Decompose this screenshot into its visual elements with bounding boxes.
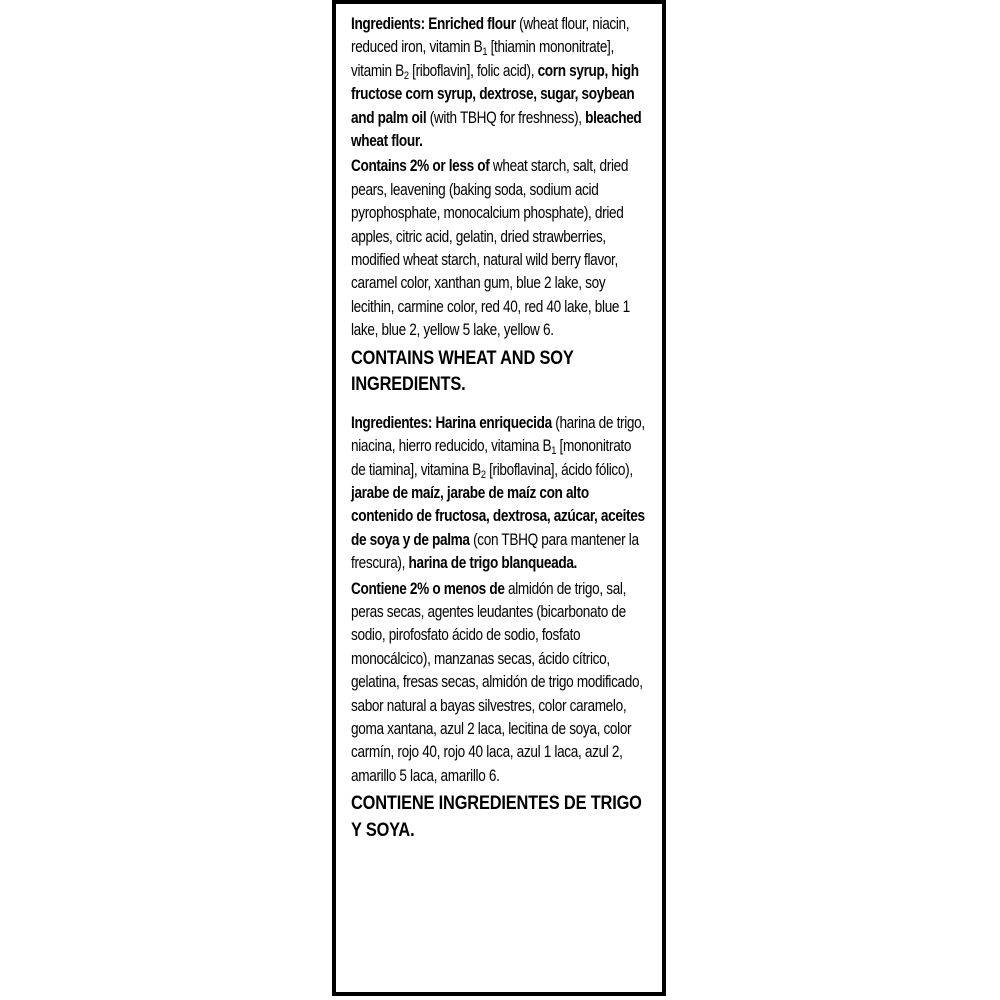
text-run: (con TBHQ para mantener la frescura), <box>351 530 639 573</box>
text-run: almidón de trigo, sal, peras secas, agentes leudantes (bicarbonato de sodio, pirofosfato ácido de sodio, fosfato monocálcico), manzanas secas, ácido cítrico, gelatina, fresas secas, almidón de trigo modificado, sabor natural a bayas silvestres, color caramelo, goma xantana, azul 2 laca, lecitina de soya, color carmín, rojo 40, rojo 40 laca, azul 1 laca, azul 2, amarillo 5 laca, amarillo 6. <box>351 579 643 785</box>
english-allergen-statement: CONTAINS WHEAT AND SOY INGREDIENTS. <box>351 346 574 396</box>
subscript-text: 1 <box>482 46 488 59</box>
english-contains-less-paragraph <box>351 155 647 342</box>
subscript-text: 2 <box>480 468 486 481</box>
text-run: [riboflavina], ácido fólico), <box>485 460 633 479</box>
text-run: (with TBHQ for freshness), <box>426 108 586 127</box>
spanish-contains-less-paragraph <box>351 578 647 789</box>
text-run: [mononitrato de tiamina], vitamina B <box>351 437 632 479</box>
spanish-allergen-statement: CONTIENE INGREDIENTES DE TRIGO Y SOYA. <box>351 792 642 841</box>
bold-text-run: Contiene 2% o menos de <box>351 579 505 598</box>
text-run: [thiamin mononitrate], vitamin B <box>351 38 614 80</box>
spanish-ingredients-paragraph <box>351 412 647 576</box>
subscript-text: 2 <box>403 69 409 82</box>
bold-text-run: corn syrup, high fructose corn syrup, dextrose, sugar, soybean and palm oil <box>351 61 639 127</box>
bold-text-run: harina de trigo blanqueada. <box>408 554 577 573</box>
text-run: (harina de trigo, niacina, hierro reducido, vitamina B <box>351 413 645 456</box>
text-run: (wheat flour, niacin, reduced iron, vitamin B <box>351 15 630 57</box>
text-run: wheat starch, salt, dried pears, leavening (baking soda, sodium acid pyrophosphate, monocalcium phosphate), dried apples, citric acid, gelatin, dried strawberries, modified wheat starch, natural wild berry flavor, caramel color, xanthan gum, blue 2 lake, soy lecithin, carmine color, red 40, red 40 lake, blue 1 lake, blue 2, yellow 5 lake, yellow 6. <box>351 157 630 340</box>
text-run: [riboflavin], folic acid), <box>408 61 538 80</box>
bold-text-run: Contains 2% or less of <box>351 157 490 176</box>
bold-text-run: Ingredients: Enriched flour <box>351 15 516 33</box>
subscript-text: 1 <box>551 445 557 458</box>
ingredients-label-panel <box>332 0 666 996</box>
english-ingredients-paragraph <box>351 13 647 153</box>
bold-text-run: Ingredientes: Harina enriquecida <box>351 413 552 432</box>
bold-text-run: bleached wheat flour. <box>351 108 642 151</box>
bold-text-run: jarabe de maíz, jarabe de maíz con alto contenido de fructosa, dextrosa, azúcar, aceites de soya y de palma <box>351 483 645 549</box>
